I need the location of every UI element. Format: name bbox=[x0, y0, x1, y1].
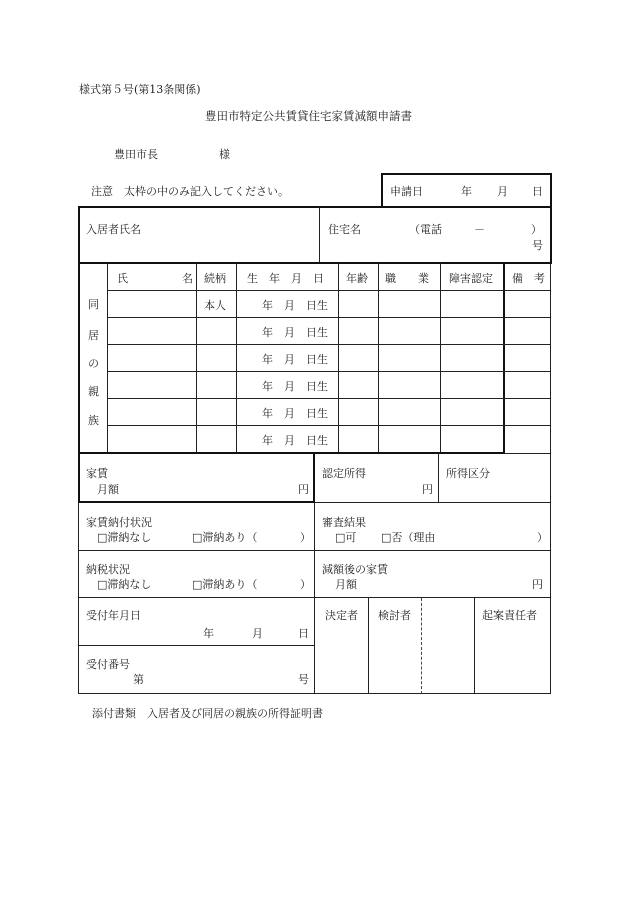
certified-income-yen: 円 bbox=[422, 483, 433, 496]
drafter-label: 起案責任者 bbox=[482, 609, 537, 622]
tax-close: ） bbox=[300, 578, 311, 591]
reduced-rent-monthly: 月額 bbox=[335, 578, 357, 591]
col-relation: 続柄 bbox=[204, 272, 226, 285]
received-number-prefix: 第 bbox=[133, 673, 144, 686]
review-ok-option: □可 bbox=[335, 531, 357, 544]
certified-income-label: 認定所得 bbox=[322, 467, 366, 480]
phone-open: （電話 bbox=[409, 223, 442, 236]
birth-row: 年 月 日生 bbox=[262, 380, 328, 393]
received-year: 年 bbox=[203, 627, 214, 640]
received-day: 日 bbox=[298, 627, 309, 640]
room-suffix: 号 bbox=[532, 239, 543, 252]
income-class-label: 所得区分 bbox=[446, 467, 490, 480]
examiner-label: 検討者 bbox=[378, 609, 411, 622]
col-birth: 生 年 月 日 bbox=[247, 272, 324, 285]
col-name-2: 名 bbox=[182, 272, 193, 285]
side-label-4: 親 bbox=[88, 385, 99, 398]
housing-name-label: 住宅名 bbox=[328, 223, 361, 236]
review-close: ） bbox=[537, 531, 548, 544]
reduced-rent-yen: 円 bbox=[532, 578, 543, 591]
decider-label: 決定者 bbox=[325, 609, 358, 622]
tax-none-option: □滞納なし bbox=[97, 578, 152, 591]
tax-status-label: 納税状況 bbox=[86, 563, 130, 576]
birth-row: 年 月 日生 bbox=[262, 407, 328, 420]
side-label-3: の bbox=[88, 357, 99, 370]
col-job: 職 業 bbox=[385, 272, 429, 285]
received-month: 月 bbox=[252, 627, 263, 640]
col-remarks: 備 考 bbox=[512, 272, 545, 285]
page-title: 豊田市特定公共賃貸住宅家賃減額申請書 bbox=[205, 109, 412, 123]
honorific: 様 bbox=[219, 148, 230, 161]
payment-some-option: □滞納あり（ bbox=[192, 531, 258, 544]
application-date-month: 月 bbox=[497, 185, 508, 198]
side-label-5: 族 bbox=[88, 414, 99, 427]
col-age: 年齢 bbox=[346, 272, 368, 285]
attachments-note: 添付書類 入居者及び同居の親族の所得証明書 bbox=[92, 707, 323, 720]
application-date-label: 申請日 bbox=[390, 185, 423, 198]
birth-row: 年 月 日生 bbox=[262, 326, 328, 339]
col-disability: 障害認定 bbox=[449, 272, 493, 285]
notice-text: 注意 太枠の中のみ記入してください。 bbox=[91, 185, 289, 198]
addressee: 豊田市長 bbox=[114, 148, 158, 161]
col-name-1: 氏 bbox=[117, 272, 128, 285]
application-date-day: 日 bbox=[532, 185, 543, 198]
first-relation: 本人 bbox=[204, 299, 226, 312]
payment-close: ） bbox=[300, 531, 311, 544]
rent-monthly: 月額 bbox=[97, 483, 119, 496]
resident-name-label: 入居者氏名 bbox=[86, 223, 141, 236]
reduced-rent-label: 減額後の家賃 bbox=[322, 563, 388, 576]
birth-row: 年 月 日生 bbox=[262, 299, 328, 312]
birth-row: 年 月 日生 bbox=[262, 434, 328, 447]
review-ng-option: □否（理由 bbox=[381, 531, 436, 544]
side-label-2: 居 bbox=[88, 329, 99, 342]
received-number-suffix: 号 bbox=[298, 673, 309, 686]
payment-status-label: 家賃納付状況 bbox=[86, 516, 152, 529]
payment-none-option: □滞納なし bbox=[97, 531, 152, 544]
phone-close: ） bbox=[531, 223, 542, 236]
birth-row: 年 月 日生 bbox=[262, 353, 328, 366]
tax-some-option: □滞納あり（ bbox=[192, 578, 258, 591]
received-date-label: 受付年月日 bbox=[86, 609, 141, 622]
rent-yen: 円 bbox=[298, 483, 309, 496]
rent-label: 家賃 bbox=[86, 467, 108, 480]
application-date-year: 年 bbox=[461, 185, 472, 198]
side-label-1: 同 bbox=[88, 298, 99, 311]
review-label: 審査結果 bbox=[322, 516, 366, 529]
received-number-label: 受付番号 bbox=[86, 658, 130, 671]
form-number: 様式第５号(第13条関係) bbox=[79, 83, 201, 96]
phone-dash: － bbox=[474, 223, 485, 236]
